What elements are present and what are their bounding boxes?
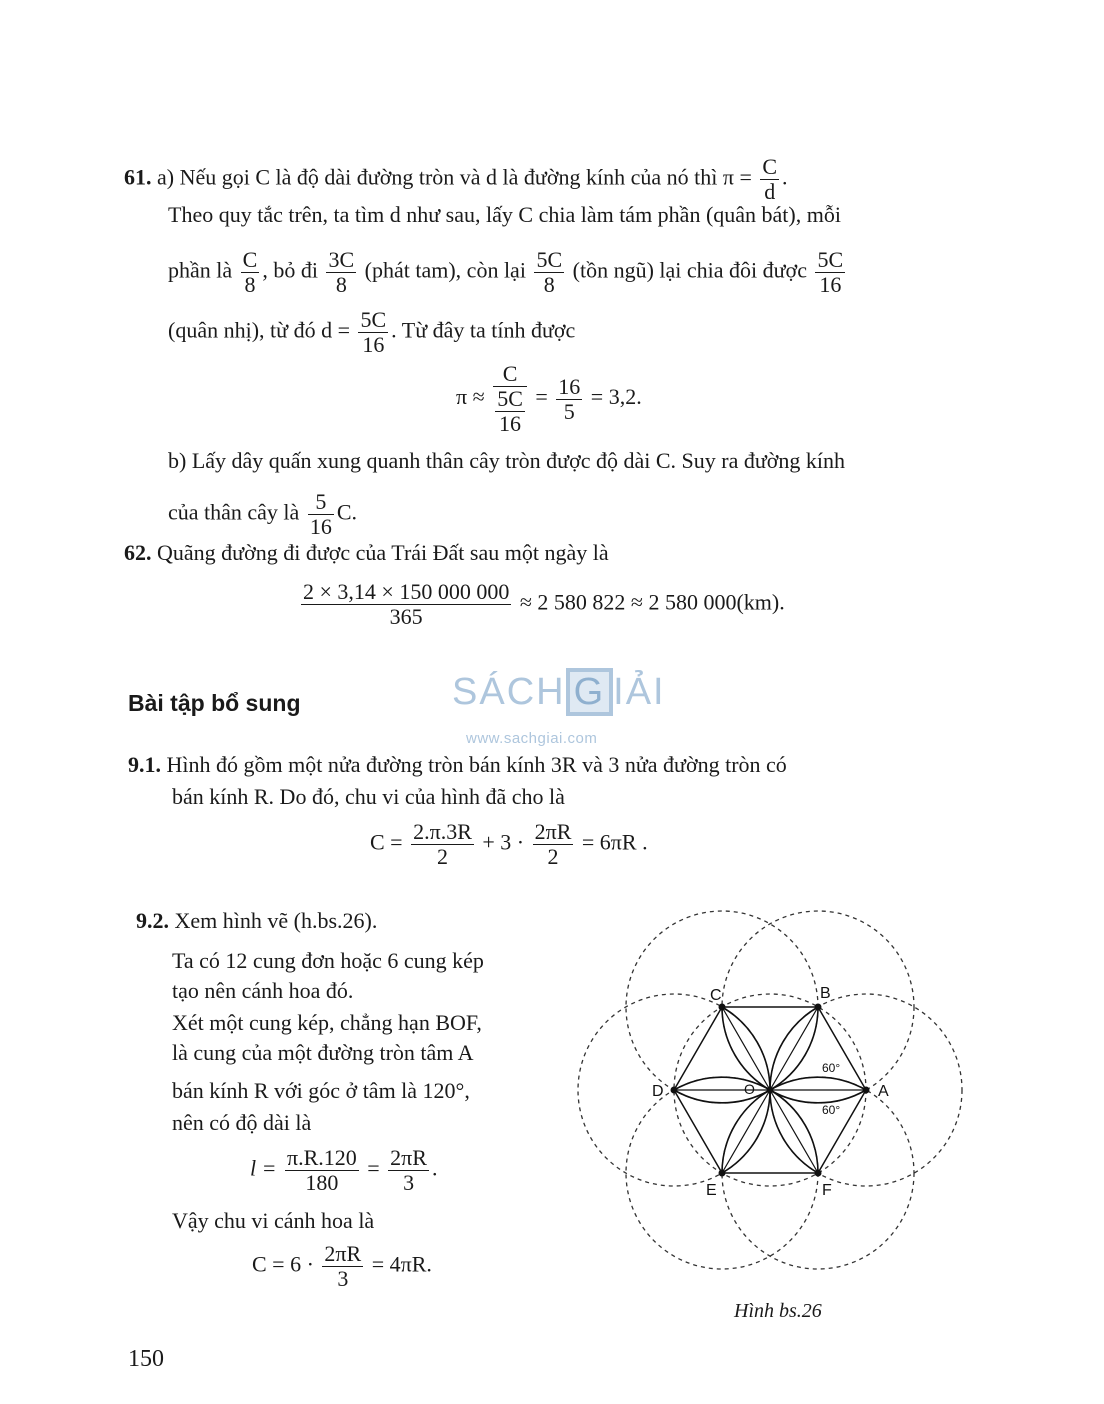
problem-61-b-line-1: b) Lấy dây quấn xung quanh thân cây tròn được độ dài C. Suy ra đường kính <box>168 448 846 473</box>
problem-9-1-number: 9.1. <box>128 752 161 777</box>
earth-distance-formula: $\frac{2 \times 3,14 \times 150 000 000}{365}$ ≈ 2 580 822 ≈ 2 580 000(km). <box>303 579 785 629</box>
problem-61-line-2: Theo quy tắc trên, ta tìm d như sau, lấy C chia làm tám phần (quân bát), mỗi <box>168 202 841 227</box>
problem-9-2-line-2: tạo nên cánh hoa đó. <box>172 978 354 1003</box>
fraction-2pir-over-2: $\frac{2\pi R}{2}$ <box>534 819 572 869</box>
fraction-2pi3r-over-2: $\frac{2.\pi.3R}{2}$ <box>413 819 472 869</box>
label-o: O <box>744 1081 755 1097</box>
label-b: B <box>820 985 831 1002</box>
watermark-url: www.sachgiai.com <box>466 730 598 747</box>
petal-perimeter-formula: C = 6 · $\frac{2\pi R}{3}$ = 4πR. <box>252 1241 432 1291</box>
problem-61-line-a: 61. a) Nếu gọi C là độ dài đường tròn và d là đường kính của nó thì π = $\frac{C}{d}$ . <box>124 154 788 204</box>
problem-9-2-line-0: 9.2. Xem hình vẽ (h.bs.26). <box>136 908 378 933</box>
watermark-logo: SÁCH G IẢI <box>452 668 666 716</box>
problem-9-2-line-5: bán kính R với góc ở tâm là 120°, <box>172 1078 470 1103</box>
fraction-c-over-8: $\frac{C}{8}$ <box>242 247 258 297</box>
problem-9-2-line-6: nên có độ dài là <box>172 1110 312 1135</box>
perimeter-formula-9-1: C = $\frac{2.\pi.3R}{2}$ + 3 · $\frac{2\pi R}{2}$ = 6πR . <box>370 819 648 869</box>
fraction-5c-over-16: $\frac{5C}{16}$ <box>817 247 844 297</box>
arc-length-formula: l = $\frac{\pi.R.120}{180}$ = $\frac{2\pi R}{3}$ . <box>250 1145 438 1195</box>
problem-61-a-text: a) Nếu gọi C là độ dài đường tròn và d là đường kính của nó thì π = <box>157 164 752 190</box>
problem-62-line: 62. Quãng đường đi được của Trái Đất sau một ngày là <box>124 540 609 565</box>
page-number: 150 <box>128 1346 164 1372</box>
label-c: C <box>710 987 722 1004</box>
problem-9-2-line-1: Ta có 12 cung đơn hoặc 6 cung kép <box>172 948 484 973</box>
problem-61-line-4: (quân nhị), từ đó d = $\frac{5C}{16}$ . Từ đây ta tính được <box>168 307 576 357</box>
label-e: E <box>706 1182 717 1199</box>
fraction-d-5c-over-16: $\frac{5C}{16}$ <box>360 307 387 357</box>
fraction-c-over-d: $\frac{C}{d}$ <box>762 154 778 204</box>
angle-label-lower: 60° <box>822 1103 841 1117</box>
problem-62-number: 62. <box>124 540 152 565</box>
problem-9-2-line-4: là cung của một đường tròn tâm A <box>172 1040 474 1065</box>
fraction-earth-orbit: $\frac{2 \times 3,14 \times 150 000 000}{365}$ <box>303 579 510 629</box>
section-title: Bài tập bổ sung <box>128 690 301 716</box>
label-d: D <box>652 1083 664 1100</box>
fraction-5c-over-8: $\frac{5C}{8}$ <box>536 247 563 297</box>
figure-caption: Hình bs.26 <box>734 1300 822 1322</box>
pi-approximation: π ≈ $\frac{C}{\frac{5C}{16}}$ = $\frac{16}{5}$ = 3,2. <box>456 361 642 436</box>
fraction-5-over-16: $\frac{5}{16}$ <box>309 489 332 539</box>
problem-9-2-number: 9.2. <box>136 908 169 933</box>
fraction-c-over-5c16: $\frac{C}{\frac{5C}{16}}$ <box>493 362 527 436</box>
label-a: A <box>878 1083 889 1100</box>
fraction-2pir-over-3-b: $\frac{2\pi R}{3}$ <box>324 1241 362 1291</box>
fraction-pi-r-120-over-180: $\frac{\pi.R.120}{180}$ <box>286 1145 357 1195</box>
problem-9-1-line-2: bán kính R. Do đó, chu vi của hình đã cho là <box>172 784 565 809</box>
fraction-3c-over-8: $\frac{3C}{8}$ <box>328 247 355 297</box>
angle-label-upper: 60° <box>822 1061 841 1075</box>
flower-figure <box>560 890 980 1290</box>
problem-9-2-line-3: Xét một cung kép, chẳng hạn BOF, <box>172 1010 482 1035</box>
problem-61-b-line-2: của thân cây là $\frac{5}{16}$ C. <box>168 489 357 539</box>
label-f: F <box>822 1182 832 1199</box>
problem-9-2-perimeter-text: Vậy chu vi cánh hoa là <box>172 1208 375 1233</box>
fraction-16-over-5: $\frac{16}{5}$ <box>558 373 581 424</box>
problem-61-line-3: phần là $\frac{C}{8}$ , bỏ đi $\frac{3C}{8}$ (phát tam), còn lại $\frac{5C}{8}$ (tồn ngũ) lại chia đôi được $\frac{5C}{16}$ <box>168 247 844 297</box>
fraction-2pir-over-3: $\frac{2\pi R}{3}$ <box>390 1145 427 1195</box>
problem-9-1-line-1: 9.1. Hình đó gồm một nửa đường tròn bán kính 3R và 3 nửa đường tròn có <box>128 752 787 777</box>
problem-61-number: 61. <box>124 164 152 190</box>
